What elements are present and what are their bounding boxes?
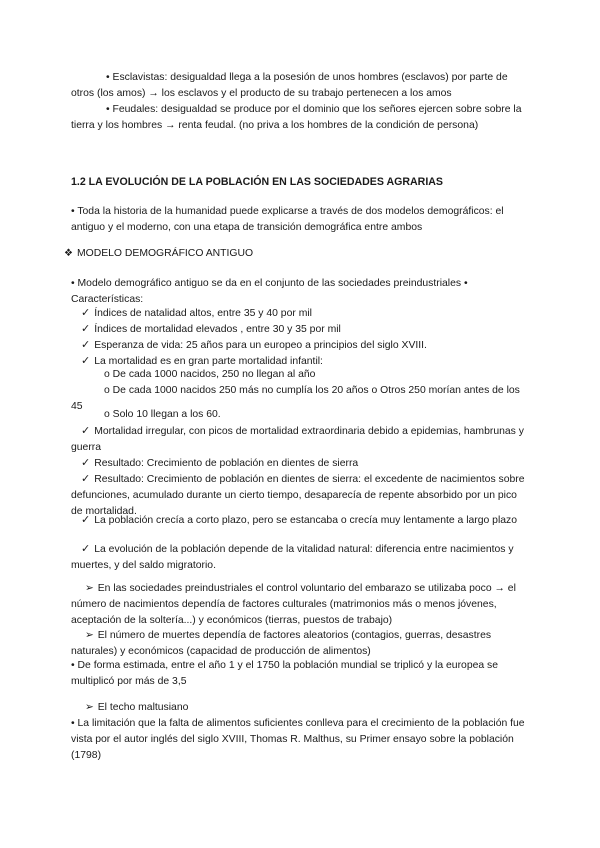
intro-feudales: • Feudales: desigualdad se produce por el dominio que los señores ejercen sobre sobre la tierra y los hombres → renta feudal. (no priva a los hombres de la condición de persona): [71, 104, 522, 131]
check-icon: ✓: [81, 543, 91, 555]
characteristic-item: ✓ La población crecía a corto plazo, pero se estancaba o crecía muy lentamente a largo plazo: [81, 514, 518, 526]
arrow-item: ➢ El número de muertes dependía de factores aleatorios (contagios, guerras, desastres naturales) y económicos (capacidad de producción de alimentos): [71, 630, 492, 657]
check-icon: ✓: [81, 514, 91, 526]
characteristic-item: ✓ Esperanza de vida: 25 años para un europeo a principios del siglo XVIII.: [81, 339, 427, 351]
check-icon: ✓: [81, 323, 91, 335]
paragraph-estimate: • De forma estimada, entre el año 1 y el 1750 la población mundial se triplicó y la europea se multiplicó por más de 3,5: [71, 660, 499, 687]
characteristic-item: ✓ Resultado: Crecimiento de población en dientes de sierra: el excedente de nacimientos sobre defunciones, acumulado durante un cierto tiempo, desaparecía de repente absorbido por un pico de mortalidad.: [71, 473, 525, 517]
arrow-bullet-icon: ➢: [85, 702, 94, 713]
characteristic-item: ✓ La evolución de la población depende de la vitalidad natural: diferencia entre nacimientos y muertes, y del saldo migratorio.: [71, 543, 514, 571]
arrow-bullet-icon: ➢: [85, 583, 94, 594]
mortality-sub-item: o Solo 10 llegan a los 60.: [104, 409, 221, 420]
check-icon: ✓: [81, 425, 91, 437]
check-icon: ✓: [81, 355, 91, 367]
mortality-sub-item: o De cada 1000 nacidos, 250 no llegan al año: [104, 369, 316, 380]
intro-esclavistas: • Esclavistas: desigualdad llega a la posesión de unos hombres (esclavos) por parte de otros (los amos) → los esclavos y el producto de su trabajo pertenecen a los amos: [71, 72, 508, 99]
paragraph-malthus: • La limitación que la falta de alimentos suficientes conlleva para el crecimiento de la población fue vista por el autor inglés del siglo XVIII, Thomas R. Malthus, su Primer ensayo sobre la población (1798): [71, 718, 525, 761]
characteristic-item: ✓ Mortalidad irregular, con picos de mortalidad extraordinaria debido a epidemias, hambrunas y guerra: [71, 425, 524, 453]
section-title: 1.2 LA EVOLUCIÓN DE LA POBLACIÓN EN LAS SOCIEDADES AGRARIAS: [71, 176, 443, 188]
arrow-item: ➢ En las sociedades preindustriales el control voluntario del embarazo se utilizaba poco → el número de nacimientos dependía de factores culturales (matrimonios más o menos jóvenes, aceptación de la soltería...) y económicos (tierras, puestos de trabajo): [71, 583, 516, 626]
characteristic-item: ✓ Índices de mortalidad elevados , entre 30 y 35 por mil: [81, 323, 341, 335]
subheading-text: MODELO DEMOGRÁFICO ANTIGUO: [76, 248, 254, 259]
check-icon: ✓: [81, 307, 91, 319]
characteristic-item: ✓ Índices de natalidad altos, entre 35 y 40 por mil: [81, 307, 312, 319]
check-icon: ✓: [81, 339, 91, 351]
diamond-bullet-icon: ❖: [64, 248, 73, 259]
paragraph-history: • Toda la historia de la humanidad puede explicarse a través de dos modelos demográficos: el antiguo y el moderno, con una etapa de transición demográfica entre ambos: [71, 206, 504, 233]
arrow-bullet-icon: ➢: [85, 630, 94, 641]
check-icon: ✓: [81, 473, 91, 485]
mortality-sub-item: o De cada 1000 nacidos 250 más no cumplía los 20 años o Otros 250 morían antes de los 45: [71, 385, 520, 412]
check-icon: ✓: [81, 457, 91, 469]
characteristic-item: ✓ La mortalidad es en gran parte mortalidad infantil:: [81, 355, 323, 367]
characteristic-item: ✓ Resultado: Crecimiento de población en dientes de sierra: [81, 457, 359, 469]
paragraph-model: • Modelo demográfico antiguo se da en el conjunto de las sociedades preindustriales • Características:: [71, 278, 468, 305]
subheading-modelo-antiguo: [64, 246, 524, 262]
malthus-heading: ➢ El techo maltusiano: [85, 702, 189, 713]
